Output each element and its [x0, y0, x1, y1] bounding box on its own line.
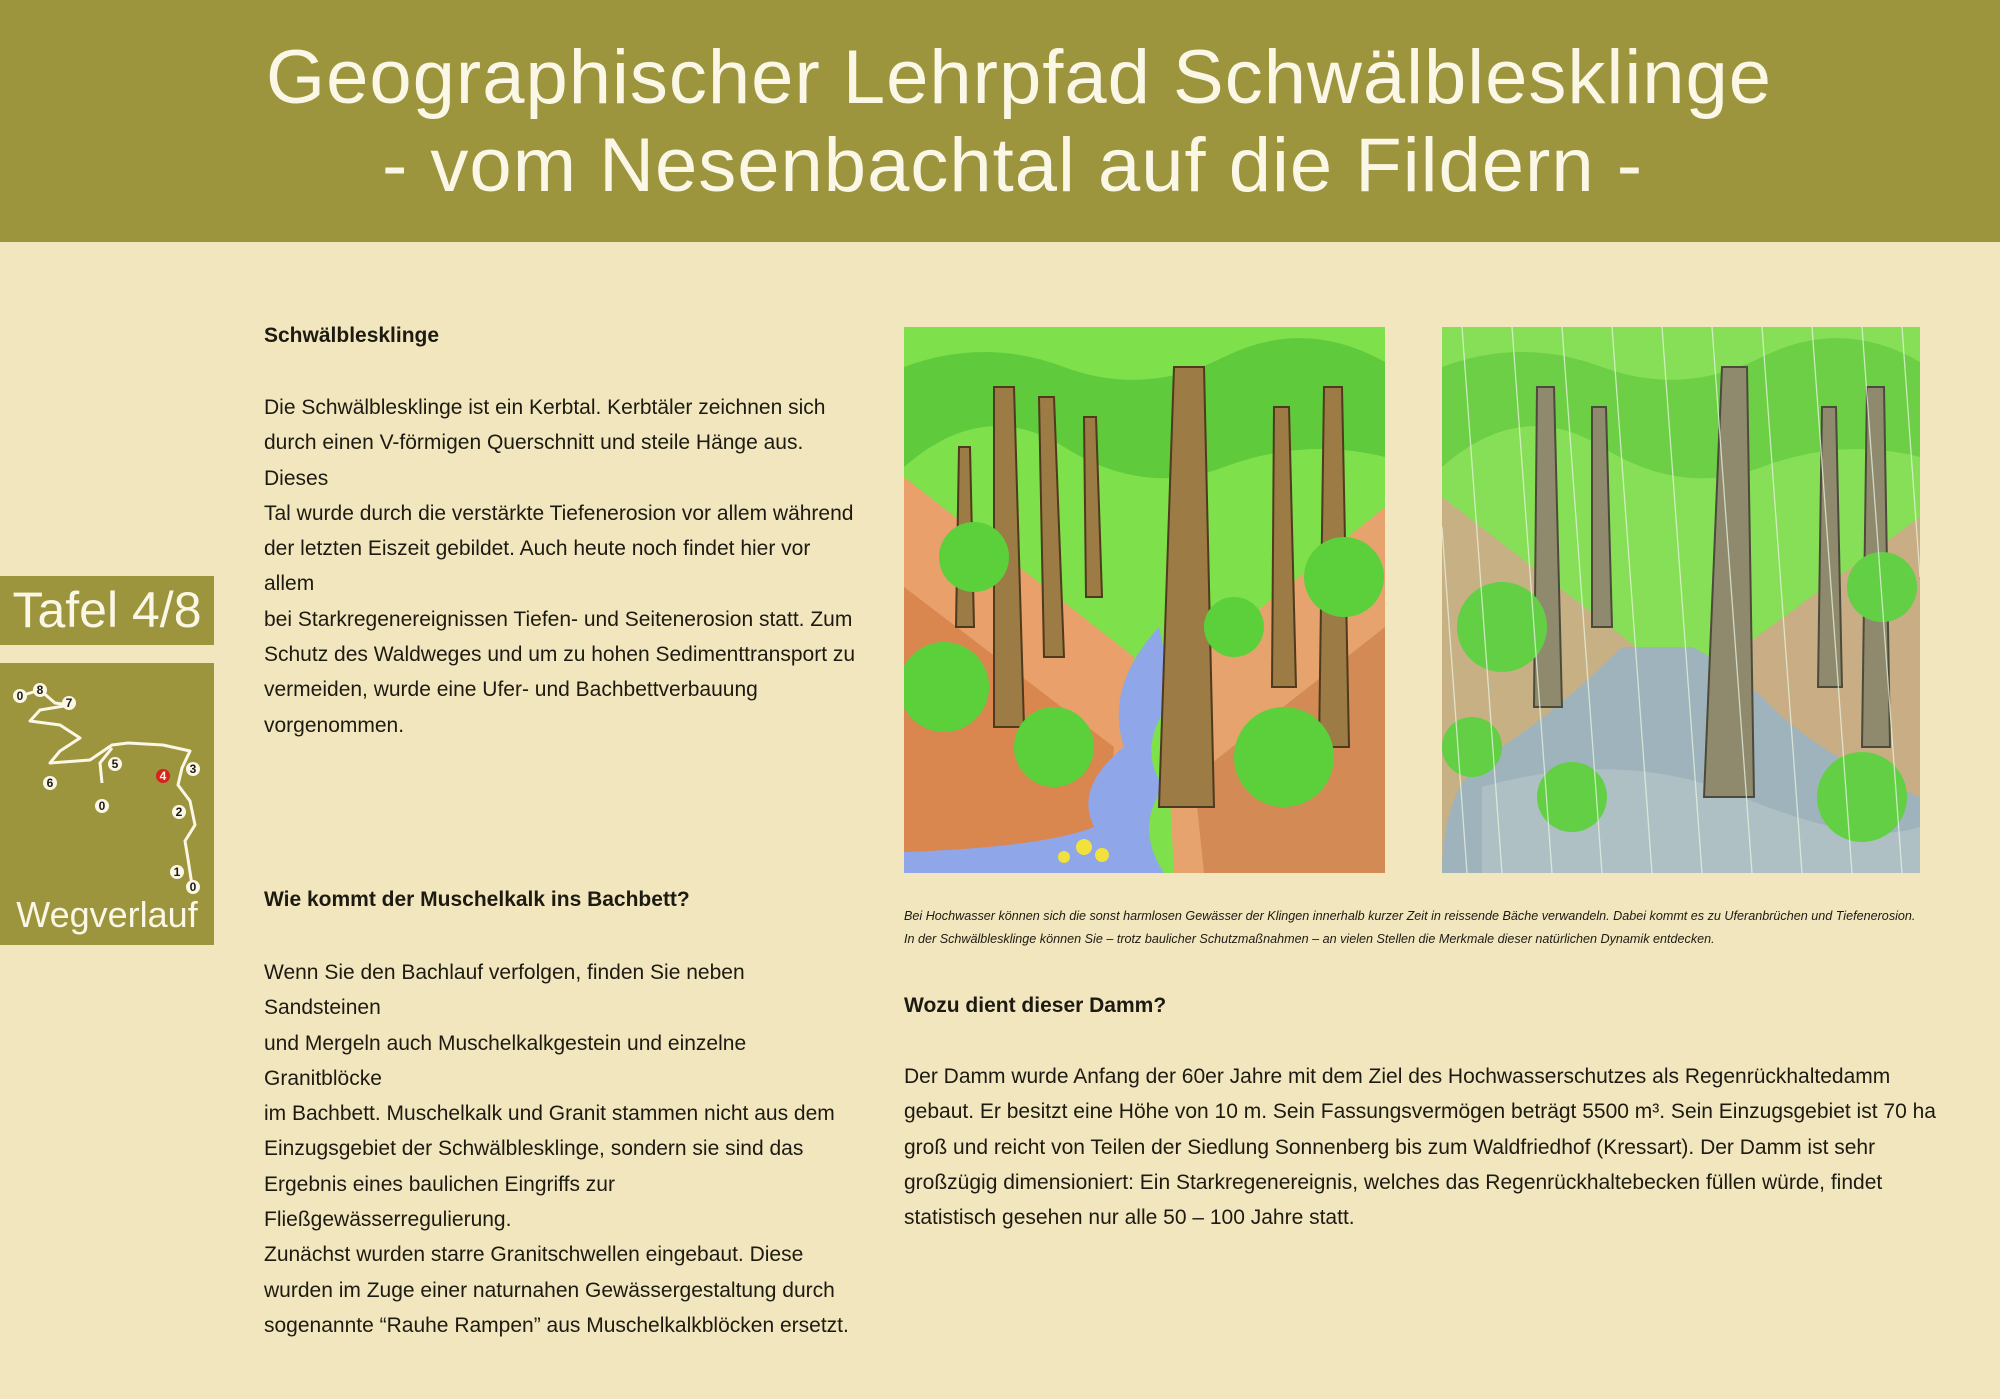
header-banner [0, 0, 2000, 242]
route-map-drawing [0, 663, 214, 903]
text-line: Tal wurde durch die verstärkte Tiefenerosion vor allem während [264, 501, 854, 525]
route-map [0, 663, 214, 945]
section-heading-schwaelblesklinge: Schwälblesklinge [264, 324, 440, 347]
section-heading-muschelkalk: Wie kommt der Muschelkalk ins Bachbett? [264, 888, 690, 911]
text-line: gebaut. Er besitzt eine Höhe von 10 m. Sein Fassungsvermögen beträgt 5500 m³. Sein Einzugsgebiet ist 70 ha [904, 1100, 1936, 1124]
text-line: Schutz des Waldweges und um zu hohen Sedimenttransport zu [264, 643, 856, 667]
illustration-ravine-flood [1442, 327, 1920, 873]
route-point-label: 5 [111, 757, 119, 771]
text-line: vermeiden, wurde eine Ufer- und Bachbettverbauung [264, 678, 758, 702]
text-line: im Bachbett. Muschelkalk und Granit stammen nicht aus dem [264, 1102, 835, 1126]
route-point-label: 8 [36, 683, 44, 697]
text-line: sogenannte “Rauhe Rampen” aus Muschelkalkblöcken ersetzt. [264, 1313, 849, 1337]
route-point-label: 7 [65, 696, 73, 710]
text-line: vorgenommen. [264, 713, 405, 737]
illustration-ravine-normal [904, 327, 1385, 873]
route-point-label: 6 [46, 776, 54, 790]
text-line: Die Schwälblesklinge ist ein Kerbtal. Kerbtäler zeichnen sich [264, 396, 826, 419]
text-line: wurden im Zuge einer naturnahen Gewässergestaltung durch [264, 1278, 835, 1302]
text-line: bei Starkregenereignissen Tiefen- und Seitenerosion statt. Zum [264, 607, 853, 631]
page-subtitle: - vom Nesenbachtal auf die Fildern - [382, 123, 1644, 208]
text-line: Einzugsgebiet der Schwälblesklinge, sondern sie sind das [264, 1137, 804, 1161]
page-title: Geographischer Lehrpfad Schwälblesklinge [266, 35, 1773, 120]
text-line: großzügig dimensioniert: Ein Starkregenereignis, welches das Regenrückhaltebecken füllen würde, findet [904, 1170, 1883, 1194]
figure-caption [904, 905, 1944, 951]
route-point-label: 4 [159, 769, 167, 783]
route-point-label: 3 [189, 762, 197, 776]
route-point-label: 0 [98, 799, 106, 813]
caption-line: In der Schwälblesklinge können Sie – trotz baulicher Schutzmaßnahmen – an vielen Stellen die Merkmale dieser natürlichen Dynamik entdecken. [904, 932, 1715, 946]
section-text-schwaelblesklinge [264, 390, 864, 743]
text-line: Ergebnis eines baulichen Eingriffs zur Fließgewässerregulierung. [264, 1172, 615, 1232]
route-point-label: 0 [16, 689, 24, 703]
text-line: Der Damm wurde Anfang der 60er Jahre mit dem Ziel des Hochwasserschutzes als Regenrückhaltedamm [904, 1065, 1891, 1088]
text-line: der letzten Eiszeit gebildet. Auch heute noch findet hier vor allem [264, 537, 811, 596]
tafel-badge: Tafel 4/8 [0, 576, 214, 645]
route-point-label: 0 [189, 880, 197, 894]
text-line: Wenn Sie den Bachlauf verfolgen, finden Sie neben Sandsteinen [264, 961, 745, 1020]
map-label: Wegverlauf [16, 894, 198, 935]
route-point-label: 2 [175, 805, 183, 819]
text-line: groß und reicht von Teilen der Siedlung Sonnenberg bis zum Waldfriedhof (Kressart). Der Damm ist sehr [904, 1135, 1876, 1159]
text-line: und Mergeln auch Muschelkalkgestein und einzelne Granitblöcke [264, 1031, 747, 1090]
text-line: statistisch gesehen nur alle 50 – 100 Jahre statt. [904, 1206, 1355, 1230]
text-line: Zunächst wurden starre Granitschwellen eingebaut. Diese [264, 1243, 804, 1267]
text-line: durch einen V-förmigen Querschnitt und steile Hänge aus. Dieses [264, 431, 804, 490]
section-text-muschelkalk [264, 955, 864, 1343]
section-text-damm [904, 1059, 1944, 1235]
section-heading-damm: Wozu dient dieser Damm? [904, 994, 1167, 1017]
caption-line: Bei Hochwasser können sich die sonst harmlosen Gewässer der Klingen innerhalb kurzer Zeit in reissende Bäche verwandeln. Dabei kommt es zu Uferanbrüchen und Tiefenerosion. [904, 909, 1916, 923]
route-point-label: 1 [173, 865, 181, 879]
